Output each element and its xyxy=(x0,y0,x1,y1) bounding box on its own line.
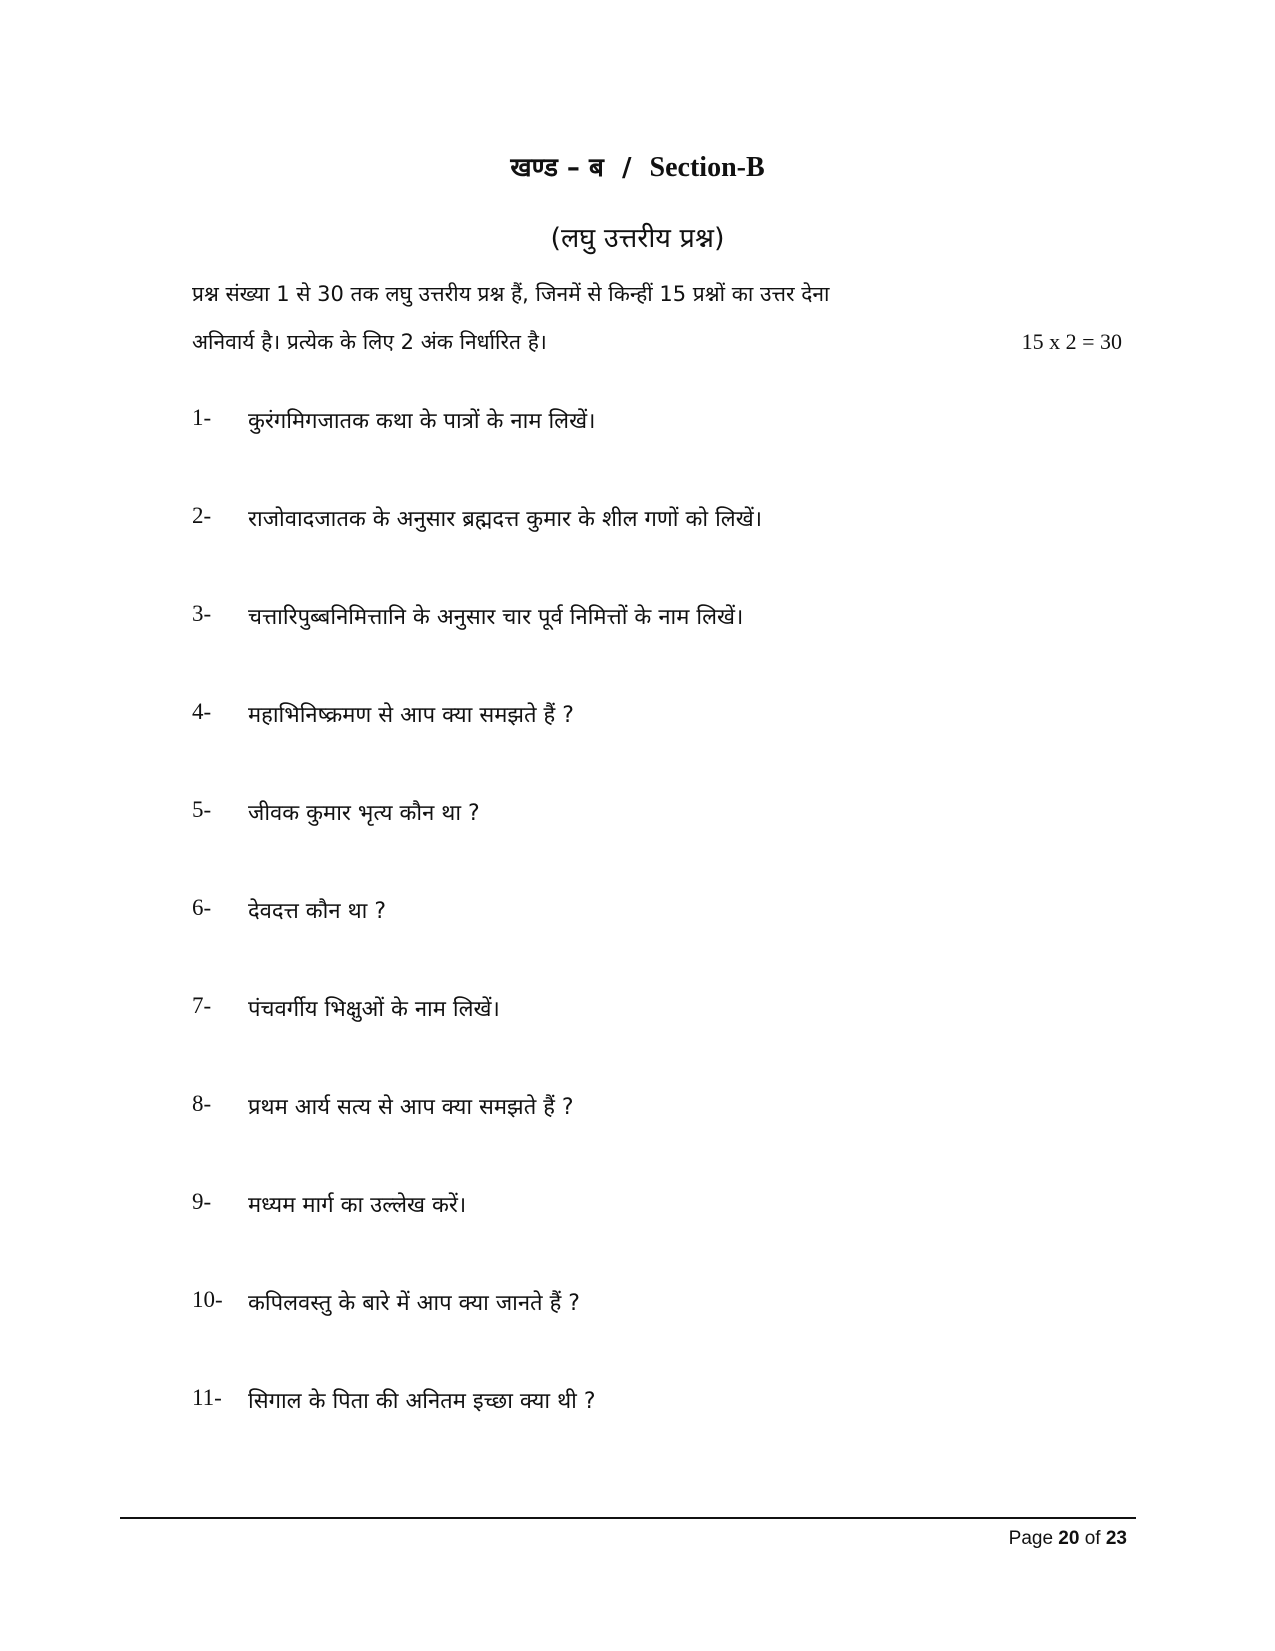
page-current: 20 xyxy=(1058,1528,1080,1549)
instructions xyxy=(192,270,1122,366)
question-item xyxy=(192,601,1122,699)
section-title-hindi: खण्ड – ब xyxy=(510,153,604,183)
page-total: 23 xyxy=(1105,1528,1127,1549)
instructions-line-2: अनिवार्य है। प्रत्येक के लिए 2 अंक निर्धारित है। xyxy=(192,330,547,354)
marks-allocation: 15 x 2 = 30 xyxy=(1021,329,1122,354)
question-item xyxy=(192,993,1122,1091)
question-item xyxy=(192,1091,1122,1189)
question-number: 9- xyxy=(192,1189,212,1214)
question-item xyxy=(192,405,1122,503)
question-item xyxy=(192,1385,1122,1483)
question-item xyxy=(192,895,1122,993)
question-text: मध्यम मार्ग का उल्लेख करें। xyxy=(248,1193,467,1218)
question-number: 7- xyxy=(192,993,212,1018)
question-number: 11- xyxy=(192,1385,222,1410)
question-item xyxy=(192,699,1122,797)
instructions-line-1: प्रश्न संख्या 1 से 30 तक लघु उत्तरीय प्रश्न हैं, जिनमें से किन्हीं 15 प्रश्नों का उत्तर देना xyxy=(192,282,830,306)
question-number: 4- xyxy=(192,699,212,724)
question-number: 8- xyxy=(192,1091,212,1116)
question-number: 5- xyxy=(192,797,212,822)
question-text: पंचवर्गीय भिक्षुओं के नाम लिखें। xyxy=(248,997,500,1022)
question-item xyxy=(192,503,1122,601)
page-of-label: of xyxy=(1084,1528,1101,1549)
section-title-english: Section-B xyxy=(649,152,765,183)
question-number: 6- xyxy=(192,895,212,920)
question-number: 2- xyxy=(192,503,212,528)
section-title-separator: / xyxy=(621,153,632,183)
question-number: 1- xyxy=(192,405,212,430)
question-number: 10- xyxy=(192,1287,223,1312)
question-text: महाभिनिष्क्रमण से आप क्या समझते हैं ? xyxy=(248,703,574,728)
question-text: कुरंगमिगजातक कथा के पात्रों के नाम लिखें। xyxy=(248,409,596,434)
question-text: देवदत्त कौन था ? xyxy=(248,899,387,924)
page-label: Page xyxy=(1008,1528,1054,1549)
section-title xyxy=(0,148,1275,184)
question-text: सिगाल के पिता की अनितम इच्छा क्या थी ? xyxy=(248,1389,596,1414)
question-text: प्रथम आर्य सत्य से आप क्या समझते हैं ? xyxy=(248,1095,574,1120)
section-subtitle: (लघु उत्तरीय प्रश्न) xyxy=(550,223,725,254)
question-text: राजोवादजातक के अनुसार ब्रह्मदत्त कुमार के शील गणों को लिखें। xyxy=(248,507,763,532)
instructions-line-2-row xyxy=(192,318,1122,366)
question-item xyxy=(192,1189,1122,1287)
question-text: चत्तारिपुब्बनिमित्तानि के अनुसार चार पूर्व निमित्तों के नाम लिखें। xyxy=(248,605,744,630)
footer-divider xyxy=(120,1517,1136,1519)
question-item xyxy=(192,1287,1122,1385)
question-text: जीवक कुमार भृत्य कौन था ? xyxy=(248,801,480,826)
page-number xyxy=(1009,1528,1127,1550)
question-list xyxy=(192,405,1122,1483)
question-number: 3- xyxy=(192,601,212,626)
question-item xyxy=(192,797,1122,895)
question-text: कपिलवस्तु के बारे में आप क्या जानते हैं ? xyxy=(248,1291,580,1316)
